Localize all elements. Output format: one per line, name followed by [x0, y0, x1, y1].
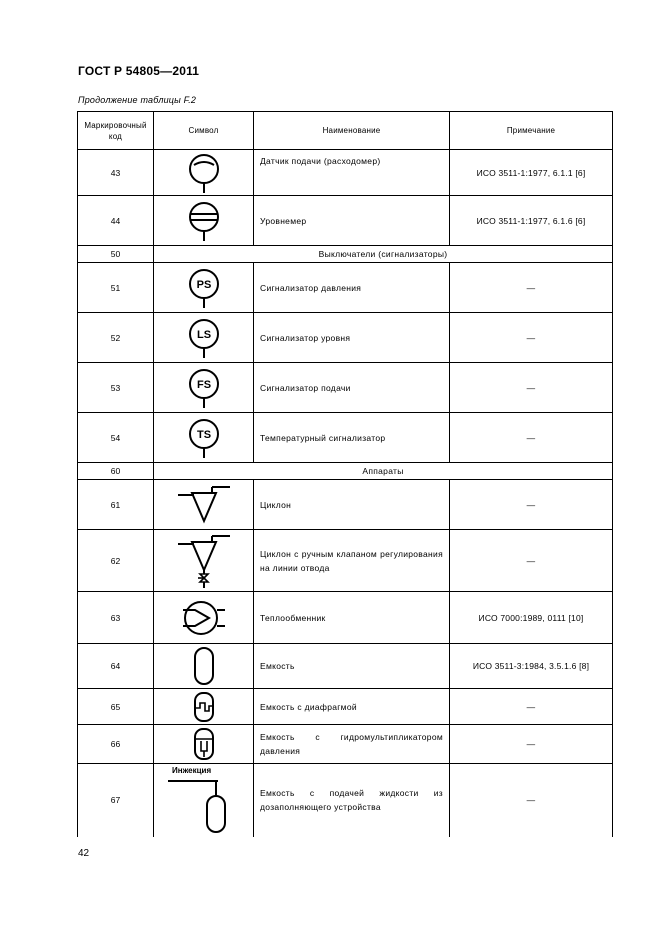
- row-note: ИСО 7000:1989, 0111 [10]: [450, 592, 613, 644]
- column-header-code: Маркировочный код: [78, 112, 154, 150]
- pressure-switch-icon: [184, 266, 224, 310]
- level-switch-icon: [184, 316, 224, 360]
- group-title: Аппараты: [154, 463, 613, 480]
- table-group-row: [78, 463, 613, 480]
- temperature-switch-icon: [184, 416, 224, 460]
- row-symbol: [154, 764, 254, 837]
- document-header: ГОСТ Р 54805—2011: [78, 64, 200, 78]
- icon-label: TS: [196, 428, 211, 441]
- table-caption: Продолжение таблицы F.2: [78, 95, 197, 105]
- table-group-row: [78, 246, 613, 263]
- table-row: [78, 196, 613, 246]
- row-code: 44: [78, 196, 154, 246]
- row-code: 64: [78, 644, 154, 689]
- group-title: Выключатели (сигнализаторы): [154, 246, 613, 263]
- page-number: 42: [78, 848, 90, 859]
- cyclone-valve-icon: [174, 532, 234, 590]
- table-row: [78, 592, 613, 644]
- cyclone-icon: [174, 483, 234, 527]
- row-name: Емкость: [254, 644, 450, 689]
- row-symbol: [154, 196, 254, 246]
- icon-label: PS: [196, 278, 211, 291]
- row-symbol: [154, 725, 254, 764]
- table-row: [78, 725, 613, 764]
- table-row: [78, 413, 613, 463]
- table-row: [78, 313, 613, 363]
- row-symbol: [154, 263, 254, 313]
- row-note: —: [450, 480, 613, 530]
- table-row: [78, 530, 613, 592]
- table-row: [78, 480, 613, 530]
- row-note: —: [450, 363, 613, 413]
- heat-exchanger-icon: [179, 596, 229, 640]
- row-code: 54: [78, 413, 154, 463]
- row-name: Циклон: [254, 480, 450, 530]
- row-code: 67: [78, 764, 154, 837]
- tank-diaphragm-icon: [189, 691, 219, 723]
- row-code: 63: [78, 592, 154, 644]
- row-symbol: [154, 363, 254, 413]
- row-code: 66: [78, 725, 154, 764]
- row-name: Емкость с гидромультипликатором давления: [254, 725, 450, 764]
- icon-label: Инжекция: [171, 766, 211, 776]
- row-name: Уровнемер: [254, 196, 450, 246]
- row-code: 65: [78, 689, 154, 725]
- row-symbol: [154, 413, 254, 463]
- row-code: 62: [78, 530, 154, 592]
- tank-icon: [189, 645, 219, 687]
- table-row: [78, 150, 613, 196]
- row-name: Сигнализатор уровня: [254, 313, 450, 363]
- table-row: [78, 644, 613, 689]
- icon-label: LS: [196, 328, 211, 341]
- row-code: 50: [78, 246, 154, 263]
- row-code: 61: [78, 480, 154, 530]
- column-header-name: Наименование: [254, 112, 450, 150]
- tank-injection-icon: [164, 764, 244, 836]
- row-name: Теплообменник: [254, 592, 450, 644]
- row-note: ИСО 3511-3:1984, 3.5.1.6 [8]: [450, 644, 613, 689]
- row-note: —: [450, 263, 613, 313]
- row-name: Емкость с диафрагмой: [254, 689, 450, 725]
- row-name: Датчик подачи (расходомер): [254, 150, 450, 196]
- tank-multiplier-icon: [189, 727, 219, 761]
- row-code: 51: [78, 263, 154, 313]
- row-symbol: [154, 150, 254, 196]
- level-gauge-icon: [184, 199, 224, 243]
- row-note: —: [450, 689, 613, 725]
- table-row: [78, 764, 613, 837]
- row-symbol: [154, 592, 254, 644]
- row-note: —: [450, 764, 613, 837]
- row-note: ИСО 3511-1:1977, 6.1.6 [6]: [450, 196, 613, 246]
- row-note: —: [450, 313, 613, 363]
- row-name: Сигнализатор подачи: [254, 363, 450, 413]
- row-code: 60: [78, 463, 154, 480]
- row-name: Циклон с ручным клапаном регулирования на линии отвода: [254, 530, 450, 592]
- icon-label: FS: [196, 378, 211, 391]
- table-row: [78, 263, 613, 313]
- row-code: 43: [78, 150, 154, 196]
- row-symbol: [154, 480, 254, 530]
- table-row: [78, 689, 613, 725]
- row-symbol: [154, 644, 254, 689]
- row-symbol: [154, 313, 254, 363]
- row-name: Сигнализатор давления: [254, 263, 450, 313]
- row-name: Температурный сигнализатор: [254, 413, 450, 463]
- row-note: ИСО 3511-1:1977, 6.1.1 [6]: [450, 150, 613, 196]
- row-note: —: [450, 530, 613, 592]
- row-note: —: [450, 725, 613, 764]
- flow-sensor-icon: [184, 151, 224, 195]
- flow-switch-icon: [184, 366, 224, 410]
- row-symbol: [154, 530, 254, 592]
- table-row: [78, 363, 613, 413]
- column-header-symbol: Символ: [154, 112, 254, 150]
- row-name: Емкость с подачей жидкости из дозаполняющего устройства: [254, 764, 450, 837]
- row-symbol: [154, 689, 254, 725]
- table-header-row: [78, 112, 613, 150]
- symbols-table: [77, 111, 613, 837]
- row-code: 53: [78, 363, 154, 413]
- column-header-note: Примечание: [450, 112, 613, 150]
- row-code: 52: [78, 313, 154, 363]
- row-note: —: [450, 413, 613, 463]
